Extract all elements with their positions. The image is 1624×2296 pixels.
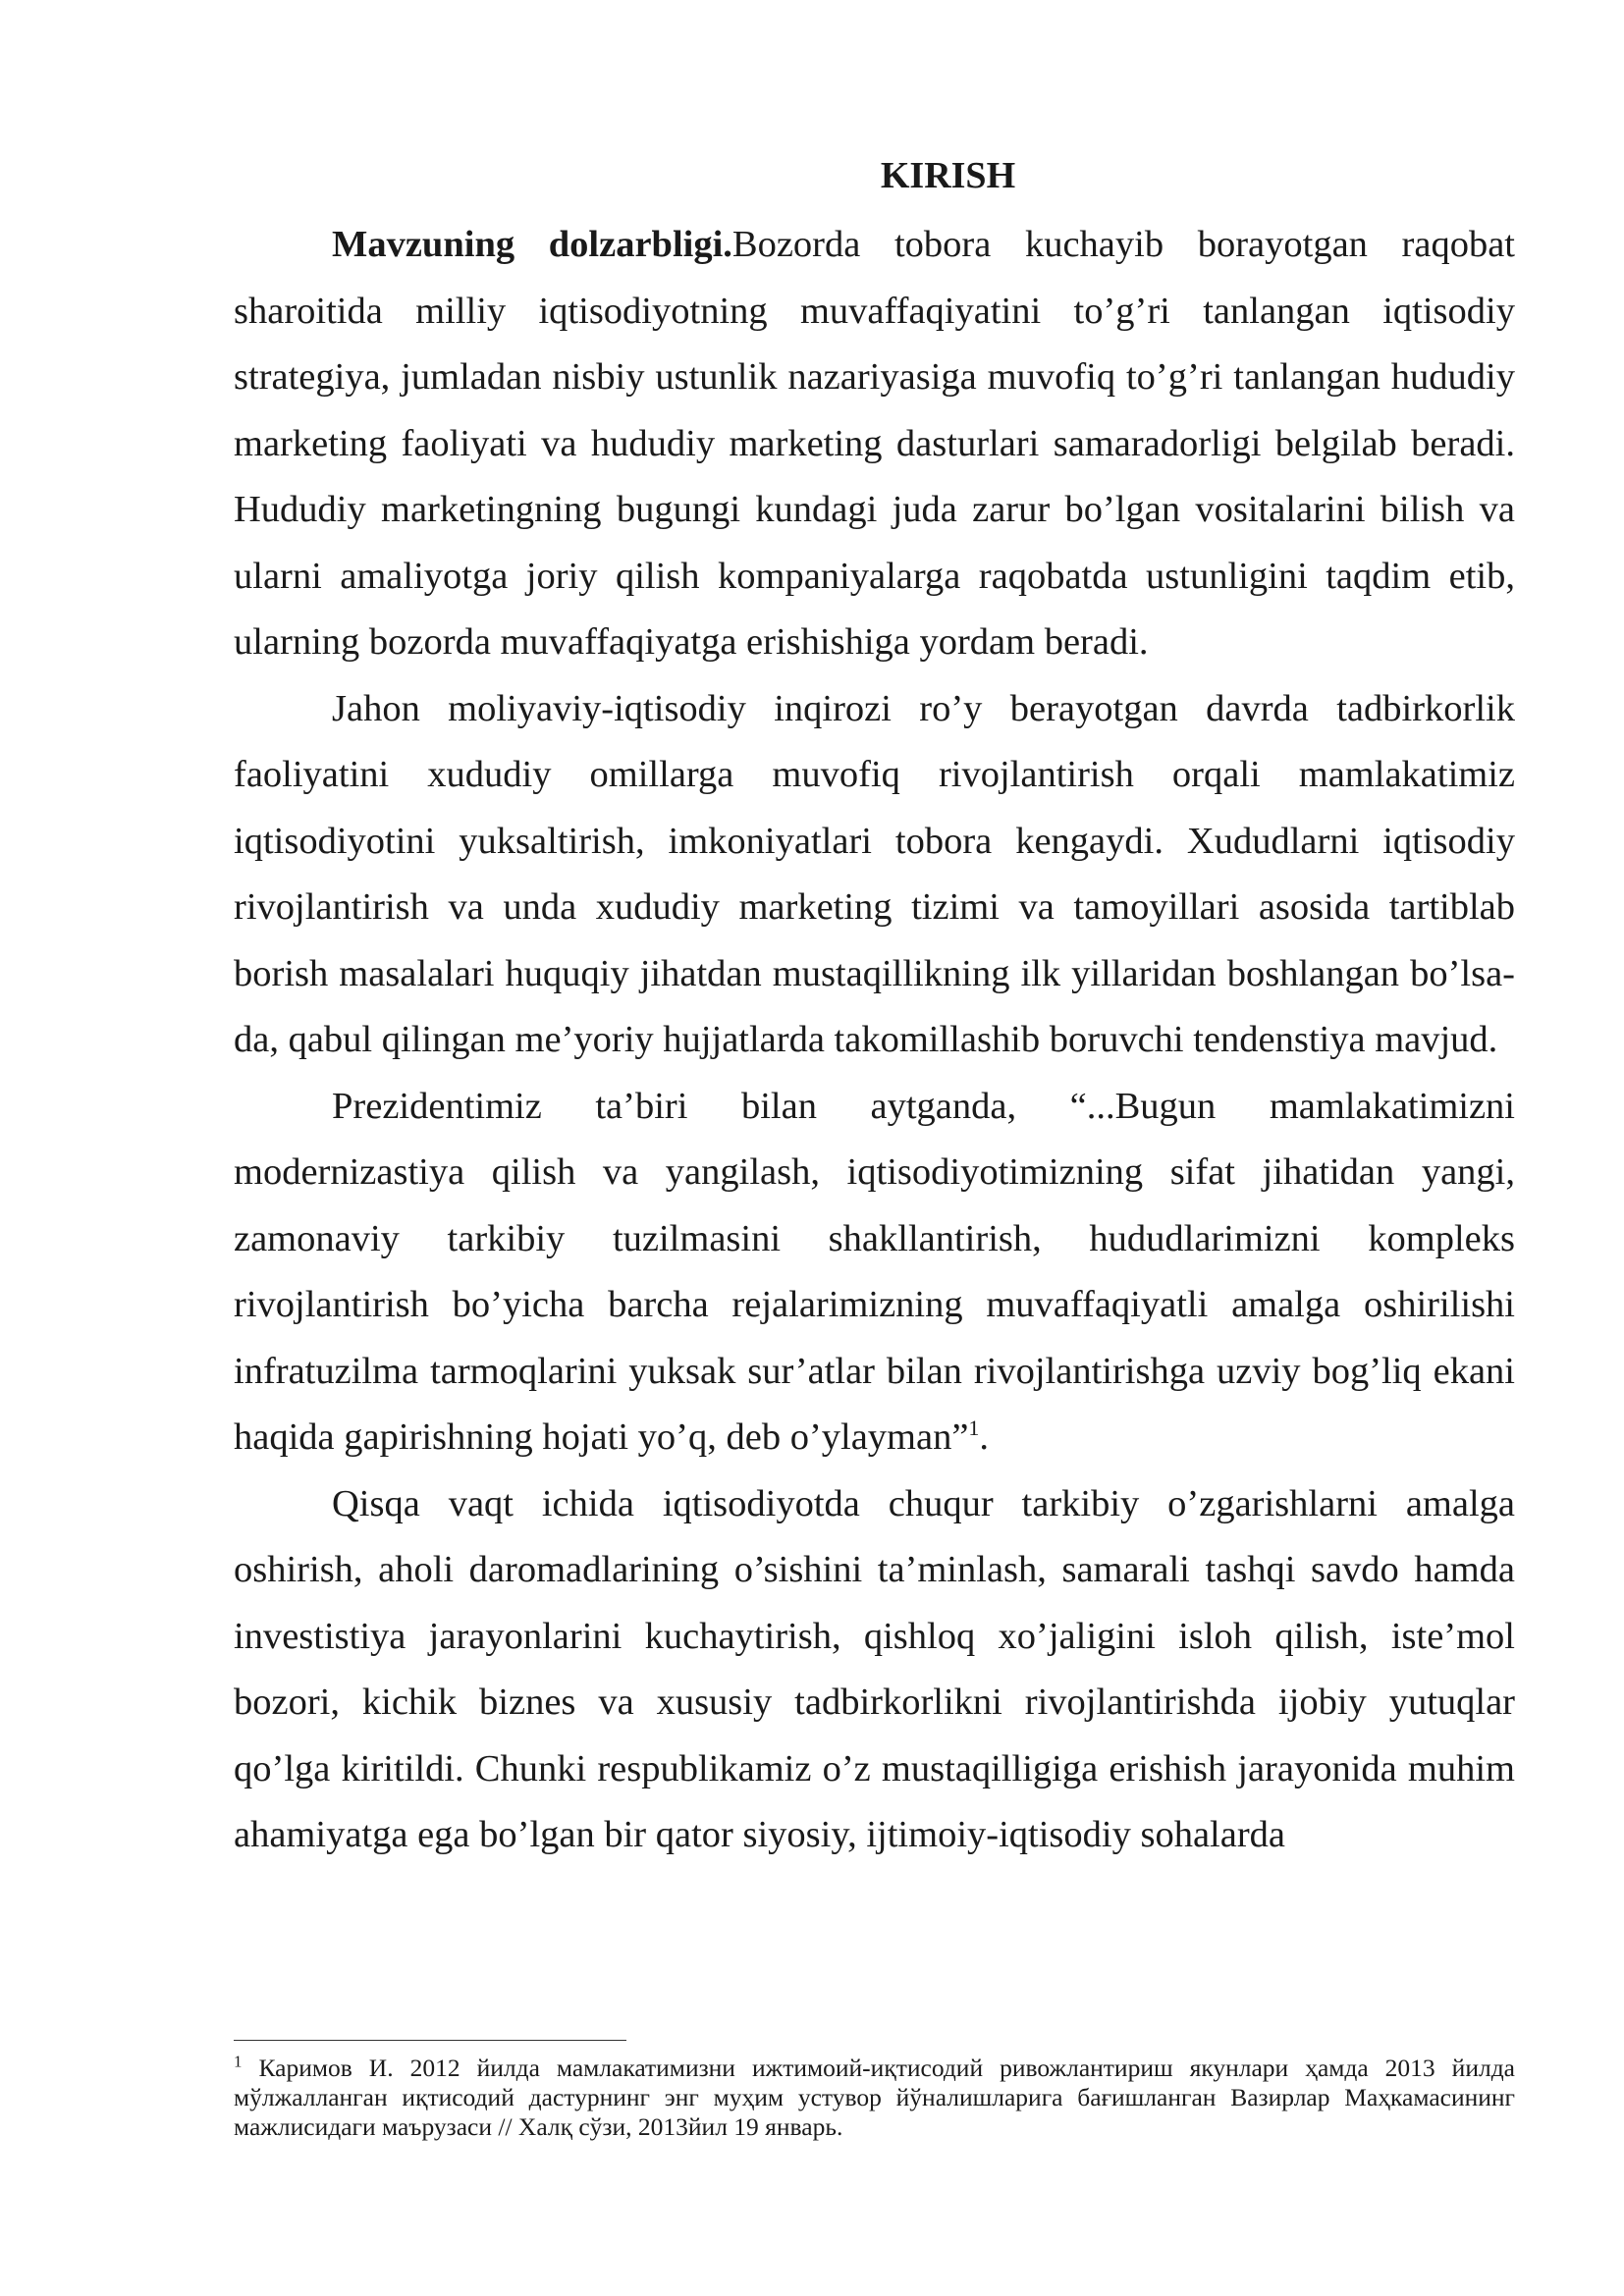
footnote-text: Каримов И. 2012 йилда мамлакатимизни ижтимоий-иқтисодий ривожлантириш якунлари ҳамда 2013 йилда мўлжалланган иқтисодий дастурнинг энг муҳим устувор йўналишларига бағишланган Вазирлар Маҳкамасининг мажлисидаги маърузаси // Халқ сўзи, 2013йил 19 январь. — [234, 2054, 1515, 2141]
page-title: KIRISH — [880, 155, 1016, 196]
paragraph-crisis — [234, 676, 1515, 1074]
footnote-mark: 1 — [234, 2052, 243, 2071]
paragraph-president-quote — [234, 1074, 1515, 1471]
paragraph-lead: Mavzuning dolzarbligi. — [332, 224, 732, 265]
paragraph-text: Bozorda tobora kuchayib borayotgan raqobat sharoitida milliy iqtisodiyotning muvaffaqiyatini to’g’ri tanlangan iqtisodiy strategiya, jumladan nisbiy ustunlik nazariyasiga muvofiq to’g’ri tanlangan hududiy marketing faoliyati va hududiy marketing dasturlari samaradorligi belgilab beradi. Hududiy marketingning bugungi kundagi juda zarur bo’lgan vositalarini bilish va ularni amaliyotga joriy qilish kompaniyalarga raqobatda ustunligini taqdim etib, ularning bozorda muvaffaqiyatga erishishiga yordam beradi. — [234, 224, 1515, 663]
footnote-separator — [234, 2040, 626, 2041]
footnote — [234, 2054, 1515, 2142]
paragraph-reforms — [234, 1471, 1515, 1869]
footnote-reference[interactable]: 1 — [968, 1415, 980, 1441]
paragraph-tail: . — [979, 1416, 990, 1458]
paragraph-relevance — [234, 212, 1515, 676]
paragraph-text: Jahon moliyaviy-iqtisodiy inqirozi ro’y berayotgan davrda tadbirkorlik faoliyatini xududiy omillarga muvofiq rivojlantirish orqali mamlakatimiz iqtisodiyotini yuksaltirish, imkoniyatlari tobora kengaydi. Xududlarni iqtisodiy rivojlantirish va unda xududiy marketing tizimi va tamoyillari asosida tartiblab borish masalalari huquqiy jihatdan mustaqillikning ilk yillaridan boshlangan bo’lsa-da, qabul qilingan me’yoriy hujjatlarda takomillashib boruvchi tendenstiya mavjud. — [234, 687, 1515, 1060]
paragraph-text: Prezidentimiz ta’biri bilan aytganda, “...Bugun mamlakatimizni modernizastiya qilish va yangilash, iqtisodiyotimizning sifat jihatidan yangi, zamonaviy tarkibiy tuzilmasini shakllantirish, hududlarimizni kompleks rivojlantirish bo’yicha barcha rejalarimizning muvaffaqiyatli amalga oshirilishi infratuzilma tarmoqlarini yuksak sur’atlar bilan rivojlantirishga uzviy bog’liq ekani haqida gapirishning hojati yo’q, deb o’ylayman” — [234, 1085, 1515, 1458]
paragraph-text: Qisqa vaqt ichida iqtisodiyotda chuqur tarkibiy o’zgarishlarni amalga oshirish, aholi daromadlarining o’sishini ta’minlash, samarali tashqi savdo hamda investistiya jarayonlarini kuchaytirish, qishloq xo’jaligini isloh qilish, iste’mol bozori, kichik biznes va xususiy tadbirkorlikni rivojlantirishda ijobiy yutuqlar qo’lga kiritildi. Chunki respublikamiz o’z mustaqilligiga erishish jarayonida muhim ahamiyatga ega bo’lgan bir qator siyosiy, ijtimoiy-iqtisodiy sohalarda — [234, 1482, 1515, 1855]
body-text — [234, 212, 1515, 1869]
